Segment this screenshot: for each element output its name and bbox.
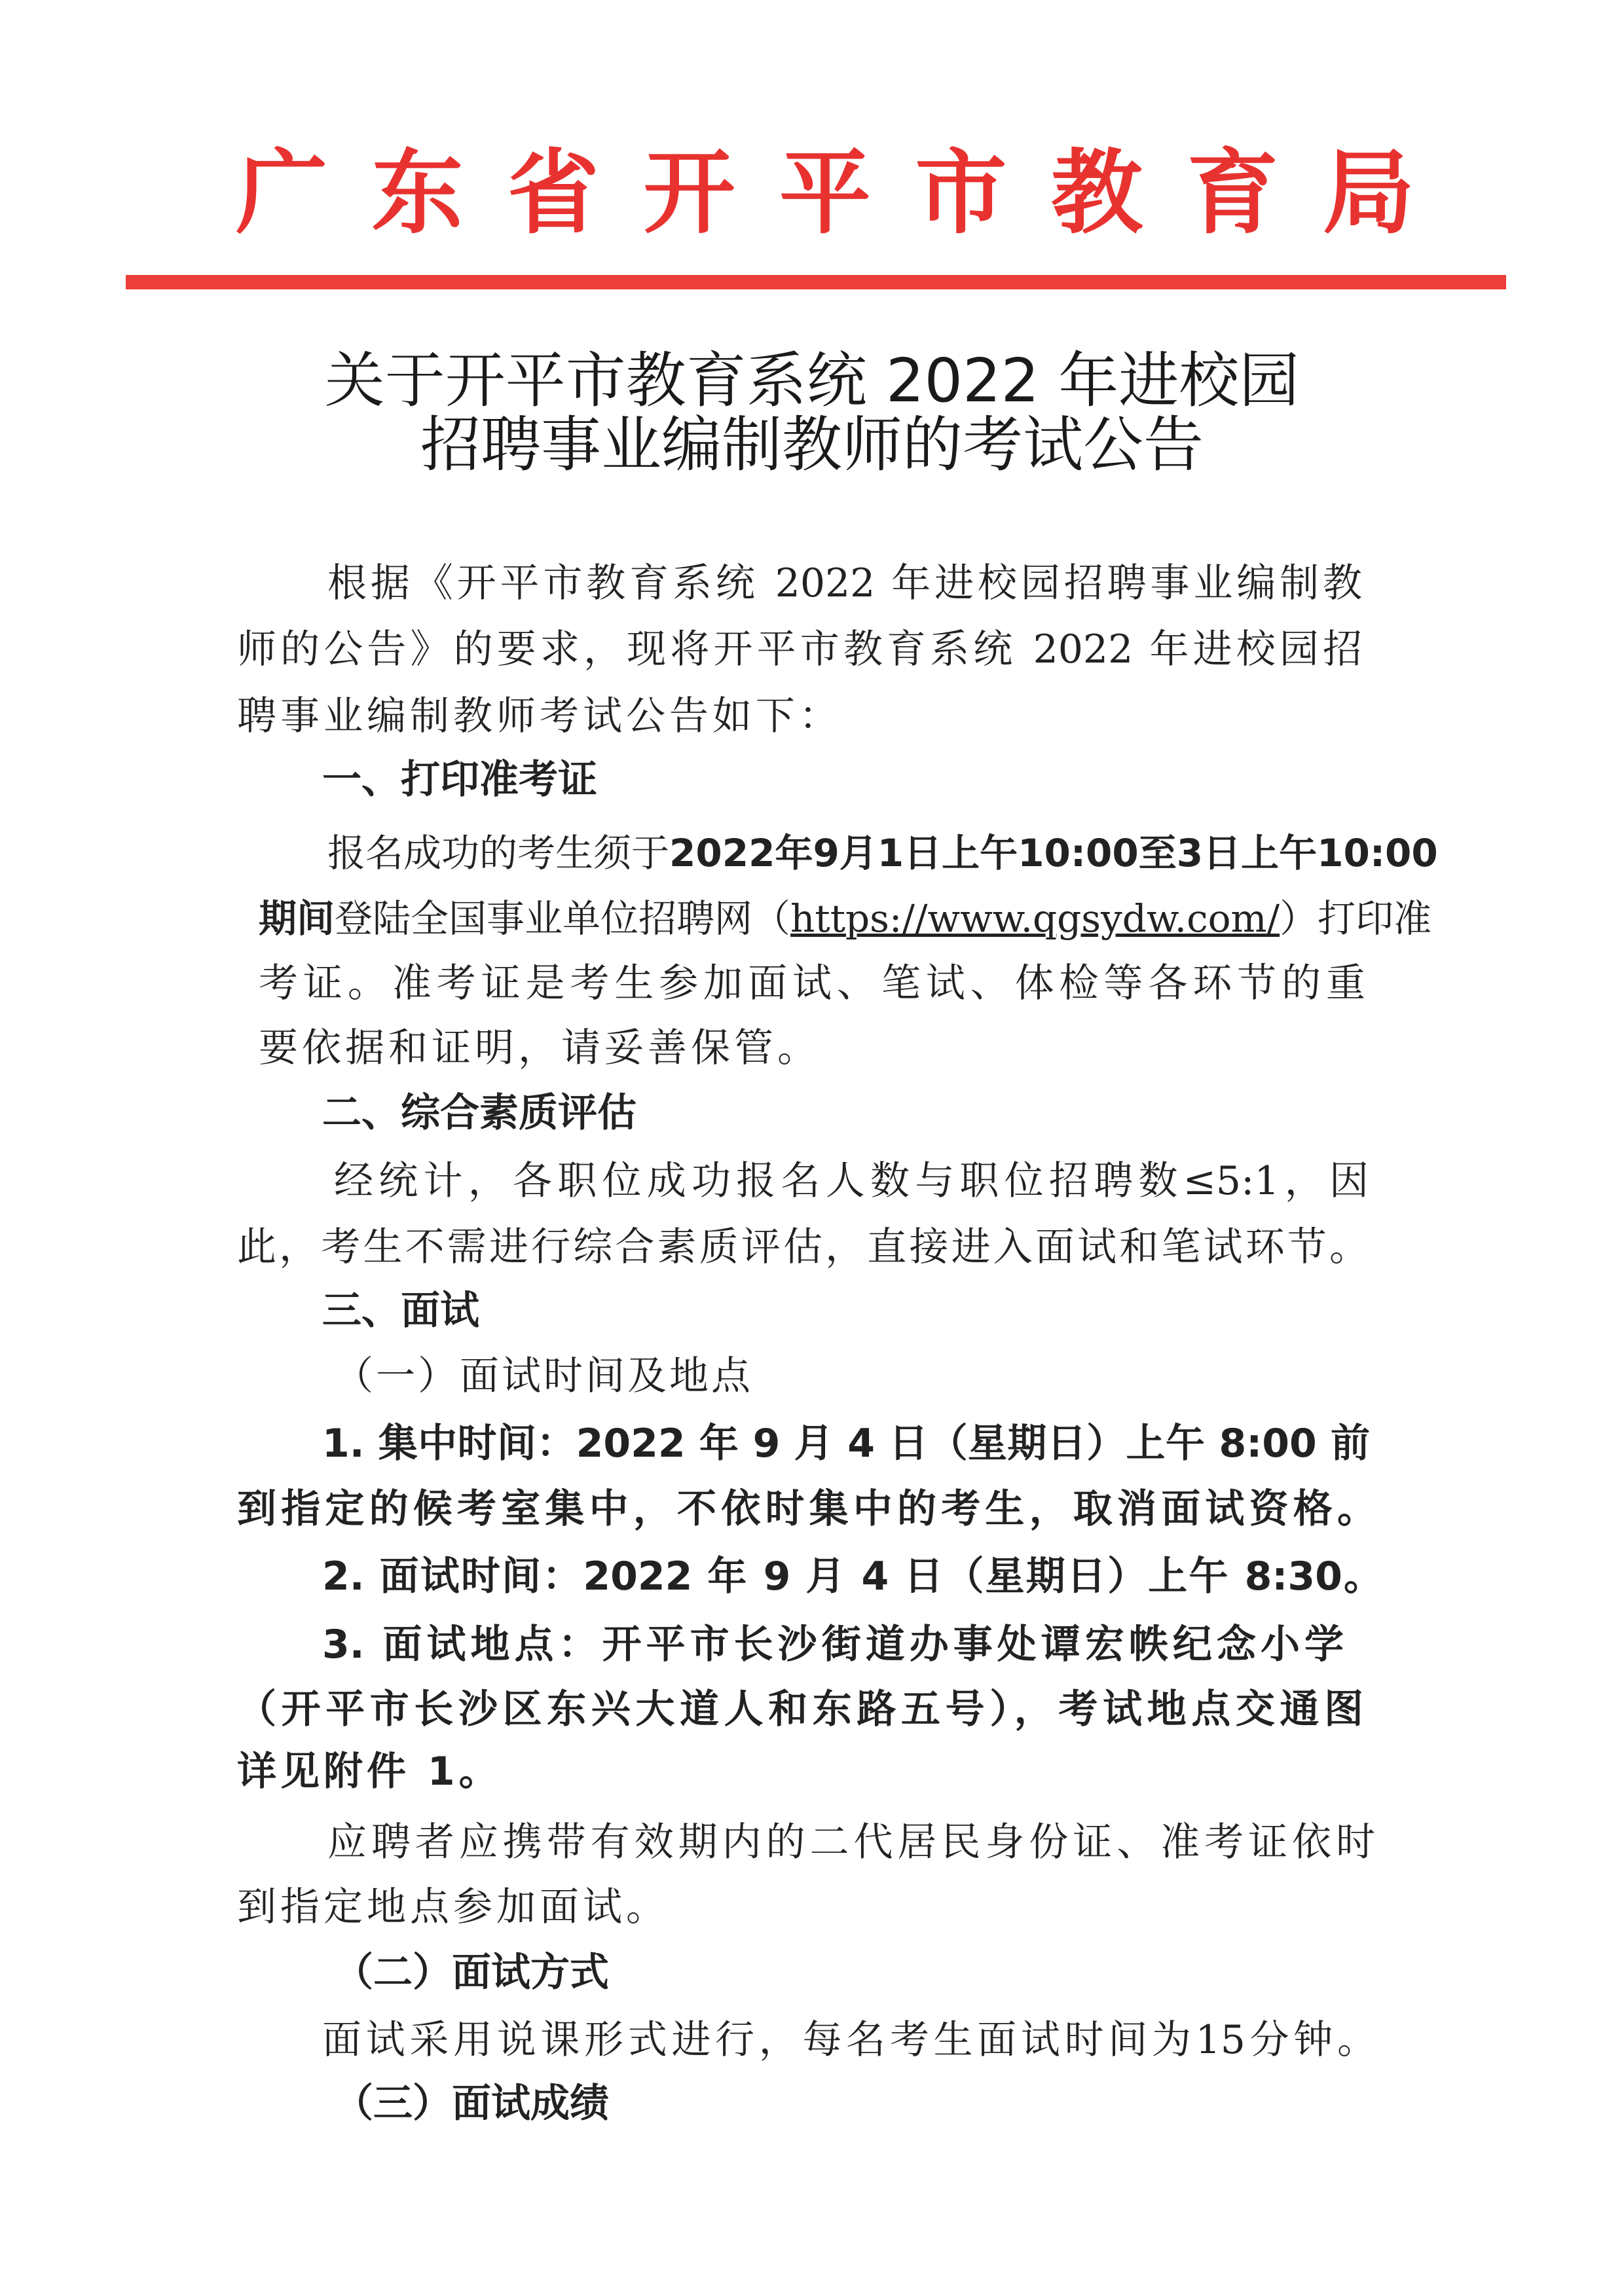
item1-line1: 1. 集中时间：2022 年 9 月 4 日（星期日）上午 8:00 前 bbox=[322, 1421, 1370, 1467]
carry-line1: 应聘者应携带有效期内的二代居民身份证、准考证依时 bbox=[327, 1819, 1375, 1865]
s1-line4: 要依据和证明，请妥善保管。 bbox=[259, 1025, 821, 1071]
s1-line2 bbox=[259, 892, 1431, 945]
s1-text: 报名成功的考生须于 bbox=[327, 831, 670, 875]
s3-subheading-method: （二）面试方式 bbox=[334, 1950, 609, 1995]
s1-text3: ）打印准 bbox=[1280, 896, 1432, 941]
intro-line3: 聘事业编制教师考试公告如下： bbox=[237, 693, 842, 739]
intro-line2: 师的公告》的要求，现将开平市教育系统 2022 年进校园招 bbox=[237, 627, 1362, 672]
recruitment-website-link[interactable]: https://www.qgsydw.com/ bbox=[790, 896, 1280, 941]
s1-text2: 登陆全国事业单位招聘网（ bbox=[335, 896, 791, 941]
s1-period: 2022年9月1日上午10:00至3日上午10:00 bbox=[669, 831, 1438, 875]
item3-line3: 详见附件 1。 bbox=[237, 1749, 502, 1795]
document-title-line2: 招聘事业编制教师的考试公告 bbox=[420, 410, 1204, 480]
item3-line1: 3. 面试地点：开平市长沙街道办事处谭宏帙纪念小学 bbox=[322, 1622, 1344, 1667]
s2-line1: 经统计，各职位成功报名人数与职位招聘数≤5:1，因 bbox=[334, 1158, 1369, 1204]
red-divider bbox=[126, 275, 1506, 289]
item2: 2. 面试时间：2022 年 9 月 4 日（星期日）上午 8:30。 bbox=[322, 1554, 1383, 1599]
intro-line1: 根据《开平市教育系统 2022 年进校园招聘事业编制教 bbox=[327, 560, 1362, 606]
method-line: 面试采用说课形式进行，每名考生面试时间为15分钟。 bbox=[322, 2017, 1376, 2063]
s1-line3: 考证。准考证是考生参加面试、笔试、体检等各环节的重 bbox=[259, 960, 1365, 1006]
s2-line2: 此，考生不需进行综合素质评估，直接进入面试和笔试环节。 bbox=[237, 1224, 1369, 1270]
item3-line2: （开平市长沙区东兴大道人和东路五号），考试地点交通图 bbox=[237, 1686, 1363, 1732]
section3-heading: 三、面试 bbox=[322, 1288, 479, 1334]
section1-heading: 一、打印准考证 bbox=[322, 757, 597, 803]
s1-line1 bbox=[327, 827, 1438, 879]
item1-line2: 到指定的候考室集中，不依时集中的考生，取消面试资格。 bbox=[237, 1486, 1376, 1532]
s1-period-end: 期间 bbox=[259, 896, 335, 941]
s3-subheading-score: （三）面试成绩 bbox=[334, 2081, 609, 2126]
carry-line2: 到指定地点参加面试。 bbox=[237, 1884, 669, 1930]
document-title-line1: 关于开平市教育系统 2022 年进校园 bbox=[324, 346, 1300, 416]
s3-subheading-time-place: （一）面试时间及地点 bbox=[334, 1353, 753, 1399]
issuing-authority-header: 广东省开平市教育局 bbox=[236, 139, 1414, 247]
section2-heading: 二、综合素质评估 bbox=[322, 1090, 637, 1136]
